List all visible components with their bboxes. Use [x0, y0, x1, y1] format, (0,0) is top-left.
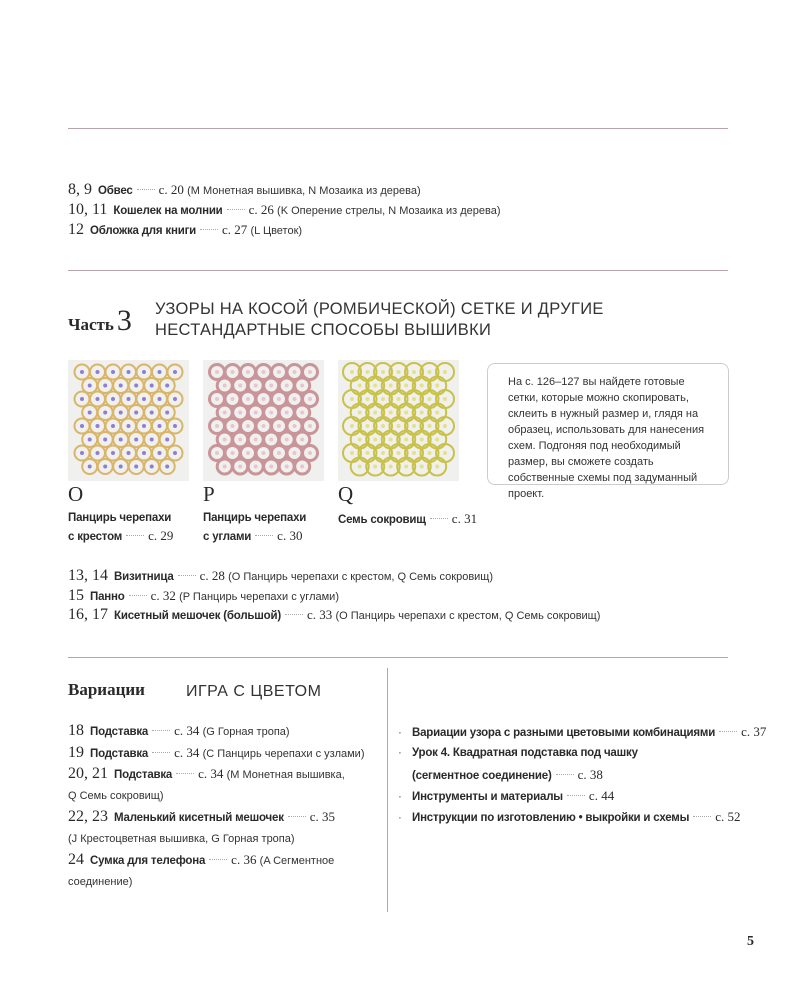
stitch-center — [350, 370, 354, 374]
entry-page: с. 36 — [231, 852, 257, 867]
stitch-center — [150, 411, 154, 415]
stitch-center — [420, 384, 424, 388]
part-number: 3 — [116, 304, 132, 337]
entry-title: Обложка для книги — [90, 225, 197, 237]
stitch-center — [397, 370, 401, 374]
stitch-center — [404, 438, 408, 442]
stitch-center — [412, 370, 416, 374]
dot-leader — [129, 595, 147, 596]
toc-entry — [68, 586, 339, 607]
stitch-center — [158, 370, 162, 374]
dot-leader — [430, 518, 448, 519]
dot-leader — [178, 575, 196, 576]
stitch-center — [308, 451, 312, 455]
stitch-center — [80, 424, 84, 428]
stitch-center — [96, 397, 100, 401]
entry-page: с. 34 — [198, 766, 224, 781]
toc-entry — [68, 721, 290, 742]
stitch-center — [269, 465, 273, 469]
stitch-center — [150, 465, 154, 469]
dot-leader — [719, 731, 737, 732]
toc-entry — [68, 180, 421, 201]
stitch-center — [238, 465, 242, 469]
stitch-center — [254, 465, 258, 469]
pattern-image-q — [338, 360, 459, 481]
entry-title: Маленький кисетный мешочек — [114, 812, 284, 824]
entry-note: (O Панцирь черепахи с крестом, Q Семь сокровищ) — [335, 610, 601, 622]
stitch-center — [165, 438, 169, 442]
entry-page: с. 34 — [174, 744, 200, 760]
stitch-center — [262, 370, 266, 374]
stitch-center — [435, 384, 439, 388]
stitch-center — [308, 424, 312, 428]
stitch-center — [223, 465, 227, 469]
stitch-center — [443, 424, 447, 428]
stitch-center — [389, 411, 393, 415]
entry-number: 24 — [68, 851, 84, 868]
entry-title: Вариации узора с разными цветовыми комбинациями — [412, 727, 716, 739]
caption-text: Панцирь черепахи — [68, 512, 172, 524]
toc-entry — [68, 850, 334, 871]
dot-leader — [556, 774, 574, 775]
part-label — [68, 304, 132, 338]
part-word: Часть — [68, 315, 114, 334]
stitch-center — [111, 397, 115, 401]
entry-number: 10, 11 — [68, 201, 108, 218]
stitch-center — [262, 397, 266, 401]
stitch-center — [103, 384, 107, 388]
toc-entry — [68, 807, 335, 828]
toc-entry — [398, 786, 614, 807]
stitch-center — [350, 397, 354, 401]
caption-text: Семь сокровищ — [338, 514, 426, 526]
caption-text: с крестом — [68, 531, 123, 543]
stitch-center — [404, 465, 408, 469]
stitch-center — [397, 397, 401, 401]
stitch-center — [96, 424, 100, 428]
entry-number: 18 — [68, 722, 84, 739]
caption-text: Панцирь черепахи — [203, 512, 307, 524]
pattern-image-p — [203, 360, 324, 481]
stitch-center — [428, 424, 432, 428]
pattern-image-o — [68, 360, 189, 481]
stitch-center — [443, 451, 447, 455]
stitch-center — [88, 411, 92, 415]
stitch-center — [142, 424, 146, 428]
stitch-center — [300, 438, 304, 442]
divider — [68, 657, 728, 658]
stitch-center — [277, 397, 281, 401]
pattern-caption — [338, 510, 477, 529]
stitch-center — [285, 465, 289, 469]
stitch-center — [88, 384, 92, 388]
dot-leader — [693, 816, 711, 817]
pattern-letter: O — [68, 482, 84, 506]
stitch-center — [404, 384, 408, 388]
entry-page: с. 27 — [222, 222, 248, 237]
stitch-center — [127, 451, 131, 455]
stitch-center — [173, 424, 177, 428]
dot-leader — [152, 752, 170, 753]
stitch-center — [215, 424, 219, 428]
stitch-center — [366, 370, 370, 374]
stitch-center — [412, 424, 416, 428]
entry-number: 12 — [68, 221, 84, 238]
stitch-center — [358, 438, 362, 442]
stitch-center — [111, 451, 115, 455]
pattern-caption — [68, 510, 173, 546]
stitch-center — [381, 397, 385, 401]
stitch-center — [397, 451, 401, 455]
pattern-letter: P — [203, 482, 215, 506]
entry-page: с. 38 — [577, 766, 603, 782]
stitch-center — [381, 424, 385, 428]
stitch-center — [134, 465, 138, 469]
stitch-center — [435, 465, 439, 469]
dot-leader — [285, 614, 303, 615]
stitch-center — [443, 397, 447, 401]
part-heading — [155, 299, 604, 341]
info-text: На с. 126–127 вы найдете готовые сетки, которые можно скопировать, склеить в нужный размер и, глядя на образец, использовать для нанесения схем. Подгоняя под необходимый размер, вы сможете создать собственные схемы под задуманный проект. — [508, 376, 705, 500]
stitch-center — [165, 411, 169, 415]
entry-page: с. 37 — [741, 724, 767, 739]
stitch-center — [277, 451, 281, 455]
entry-title: Визитница — [114, 571, 174, 583]
stitch-center — [366, 397, 370, 401]
entry-continuation: соединение) — [68, 875, 133, 888]
stitch-center — [223, 411, 227, 415]
stitch-center — [358, 384, 362, 388]
entry-title: Инструкции по изготовлению • выкройки и схемы — [412, 812, 690, 825]
dot-leader — [209, 859, 227, 860]
stitch-center — [158, 451, 162, 455]
entry-page: с. 34 — [174, 723, 200, 738]
caption-line-1 — [203, 510, 306, 527]
entry-page: с. 26 — [248, 202, 274, 217]
stitch-center — [142, 451, 146, 455]
embroidery-sample — [203, 360, 324, 481]
entry-page: с. 33 — [307, 607, 333, 622]
caption-text: с углами — [203, 531, 252, 543]
embroidery-sample — [68, 360, 189, 481]
stitch-center — [254, 384, 258, 388]
stitch-center — [412, 397, 416, 401]
entry-page: с. 44 — [588, 787, 615, 803]
stitch-center — [412, 451, 416, 455]
stitch-center — [223, 384, 227, 388]
stitch-center — [88, 438, 92, 442]
entry-title: Подставка — [114, 769, 173, 781]
divider-top — [68, 128, 728, 129]
caption-page: с. 31 — [451, 511, 478, 526]
stitch-center — [389, 438, 393, 442]
stitch-center — [397, 424, 401, 428]
bullet: · — [398, 727, 402, 739]
entry-note: (M Монетная вышивка, — [226, 769, 345, 781]
stitch-center — [277, 424, 281, 428]
stitch-center — [80, 451, 84, 455]
entry-note: (P Панцирь черепахи с углами) — [179, 590, 339, 603]
stitch-center — [119, 465, 123, 469]
toc-entry — [68, 566, 493, 587]
entry-note: (C Панцирь черепахи с узлами) — [202, 747, 365, 760]
variations-label: Вариации — [68, 680, 145, 699]
entry-title: Обвес — [98, 185, 133, 197]
stitch-center — [103, 411, 107, 415]
stitch-center — [358, 465, 362, 469]
dot-leader — [227, 209, 245, 210]
stitch-center — [127, 397, 131, 401]
stitch-center — [150, 384, 154, 388]
entry-note: (K Оперение стрелы, N Мозаика из дерева) — [277, 205, 501, 217]
caption-line-1 — [68, 510, 173, 527]
stitch-center — [173, 370, 177, 374]
entry-title: Сумка для телефона — [90, 855, 206, 867]
stitch-center — [428, 397, 432, 401]
stitch-center — [231, 451, 235, 455]
stitch-center — [80, 397, 84, 401]
dot-leader — [137, 189, 155, 190]
dot-leader — [176, 773, 194, 774]
toc-entry — [68, 605, 600, 626]
stitch-center — [373, 438, 377, 442]
stitch-center — [308, 397, 312, 401]
stitch-center — [262, 424, 266, 428]
caption-line-2 — [68, 527, 173, 546]
stitch-center — [238, 438, 242, 442]
toc-entry-cont — [412, 765, 603, 786]
stitch-center — [103, 465, 107, 469]
heading-line-2: НЕСТАНДАРТНЫЕ СПОСОБЫ ВЫШИВКИ — [155, 321, 492, 339]
entry-page: с. 20 — [158, 182, 184, 197]
stitch-center — [269, 438, 273, 442]
stitch-center — [293, 424, 297, 428]
bullet: · — [398, 790, 402, 803]
stitch-center — [293, 451, 297, 455]
stitch-center — [285, 411, 289, 415]
entry-page: с. 28 — [199, 568, 225, 583]
stitch-center — [389, 384, 393, 388]
stitch-center — [215, 370, 219, 374]
dot-leader — [567, 795, 585, 796]
entry-page: с. 52 — [715, 809, 741, 825]
entry-note: (A Сегментное — [259, 855, 335, 867]
stitch-center — [158, 424, 162, 428]
stitch-center — [308, 370, 312, 374]
divider — [68, 270, 728, 271]
stitch-center — [366, 451, 370, 455]
caption-line-2 — [203, 527, 306, 546]
stitch-center — [150, 438, 154, 442]
stitch-center — [404, 411, 408, 415]
stitch-center — [373, 465, 377, 469]
stitch-center — [350, 424, 354, 428]
stitch-center — [127, 424, 131, 428]
stitch-center — [127, 370, 131, 374]
stitch-center — [420, 411, 424, 415]
stitch-center — [435, 411, 439, 415]
toc-entry — [68, 743, 364, 764]
entry-continuation: Q Семь сокровищ) — [68, 789, 164, 802]
entry-title: Кисетный мешочек (большой) — [114, 610, 281, 622]
stitch-center — [246, 424, 250, 428]
stitch-center — [231, 424, 235, 428]
stitch-center — [246, 451, 250, 455]
caption-line-1 — [338, 510, 477, 529]
stitch-center — [111, 424, 115, 428]
stitch-center — [134, 438, 138, 442]
stitch-center — [293, 397, 297, 401]
stitch-center — [285, 438, 289, 442]
entry-note: (G Горная тропа) — [202, 726, 290, 738]
stitch-center — [381, 370, 385, 374]
dot-leader — [288, 816, 306, 817]
stitch-center — [111, 370, 115, 374]
entry-title: (сегментное соединение) — [412, 769, 552, 782]
variations-heading: ИГРА С ЦВЕТОМ — [186, 683, 322, 700]
entry-number: 19 — [68, 743, 84, 761]
stitch-center — [119, 411, 123, 415]
toc-entry — [68, 764, 345, 785]
entry-note: (O Панцирь черепахи с крестом, Q Семь сокровищ) — [228, 571, 494, 583]
stitch-center — [173, 397, 177, 401]
stitch-center — [293, 370, 297, 374]
stitch-center — [223, 438, 227, 442]
stitch-center — [215, 451, 219, 455]
stitch-center — [231, 397, 235, 401]
stitch-center — [420, 465, 424, 469]
stitch-center — [134, 384, 138, 388]
toc-entry — [68, 200, 501, 221]
toc-entry — [398, 743, 638, 763]
stitch-center — [103, 438, 107, 442]
entry-continuation: (J Крестоцветная вышивка, G Горная тропа) — [68, 832, 295, 845]
entry-title: Подставка — [90, 747, 149, 760]
stitch-center — [428, 370, 432, 374]
stitch-center — [373, 384, 377, 388]
bullet: · — [398, 747, 402, 760]
stitch-center — [300, 411, 304, 415]
stitch-center — [300, 384, 304, 388]
entry-title: Подставка — [90, 726, 149, 738]
stitch-center — [366, 424, 370, 428]
dot-leader — [126, 535, 144, 536]
stitch-center — [231, 370, 235, 374]
entry-note: (M Монетная вышивка, N Мозаика из дерева) — [187, 185, 421, 197]
stitch-center — [277, 370, 281, 374]
bullet: · — [398, 812, 402, 825]
stitch-center — [269, 384, 273, 388]
pattern-letter: Q — [338, 482, 354, 506]
entry-title: Панно — [90, 590, 125, 603]
stitch-center — [246, 397, 250, 401]
stitch-center — [96, 451, 100, 455]
entry-title: Инструменты и материалы — [412, 790, 563, 803]
stitch-center — [96, 370, 100, 374]
stitch-center — [142, 397, 146, 401]
stitch-center — [80, 370, 84, 374]
caption-page: с. 30 — [277, 528, 303, 543]
stitch-center — [238, 411, 242, 415]
stitch-center — [142, 370, 146, 374]
stitch-center — [443, 370, 447, 374]
entry-title: Кошелек на молнии — [113, 205, 223, 217]
heading-line-1: УЗОРЫ НА КОСОЙ (РОМБИЧЕСКОЙ) СЕТКЕ И ДРУГИЕ — [155, 300, 604, 318]
entry-page: с. 35 — [309, 809, 336, 824]
entry-number: 13, 14 — [68, 567, 108, 584]
stitch-center — [428, 451, 432, 455]
stitch-center — [134, 411, 138, 415]
stitch-center — [158, 397, 162, 401]
stitch-center — [119, 384, 123, 388]
stitch-center — [420, 438, 424, 442]
stitch-center — [88, 465, 92, 469]
stitch-center — [173, 451, 177, 455]
entry-number: 15 — [68, 586, 84, 604]
stitch-center — [350, 451, 354, 455]
column-divider — [387, 668, 388, 912]
entry-number: 22, 23 — [68, 808, 108, 825]
entry-number: 16, 17 — [68, 606, 108, 623]
stitch-center — [165, 465, 169, 469]
entry-note: (L Цветок) — [250, 225, 303, 237]
stitch-center — [238, 384, 242, 388]
stitch-center — [246, 370, 250, 374]
dot-leader — [200, 229, 218, 230]
dot-leader — [152, 730, 170, 731]
dot-leader — [255, 535, 273, 536]
toc-entry — [398, 807, 740, 828]
pattern-caption — [203, 510, 306, 546]
stitch-center — [262, 451, 266, 455]
entry-title: Урок 4. Квадратная подставка под чашку — [412, 747, 638, 760]
stitch-center — [165, 384, 169, 388]
page-number: 5 — [747, 934, 754, 949]
embroidery-sample — [338, 360, 459, 481]
entry-page: с. 32 — [150, 587, 176, 603]
entry-number: 8, 9 — [68, 181, 92, 198]
stitch-center — [269, 411, 273, 415]
stitch-center — [254, 438, 258, 442]
caption-page: с. 29 — [148, 528, 174, 543]
entry-number: 20, 21 — [68, 765, 108, 782]
stitch-center — [358, 411, 362, 415]
stitch-center — [119, 438, 123, 442]
stitch-center — [381, 451, 385, 455]
stitch-center — [300, 465, 304, 469]
stitch-center — [373, 411, 377, 415]
toc-entry — [68, 220, 302, 241]
stitch-center — [285, 384, 289, 388]
toc-entry — [398, 722, 766, 743]
stitch-center — [389, 465, 393, 469]
info-box — [487, 363, 729, 500]
stitch-center — [435, 438, 439, 442]
stitch-center — [215, 397, 219, 401]
stitch-center — [254, 411, 258, 415]
